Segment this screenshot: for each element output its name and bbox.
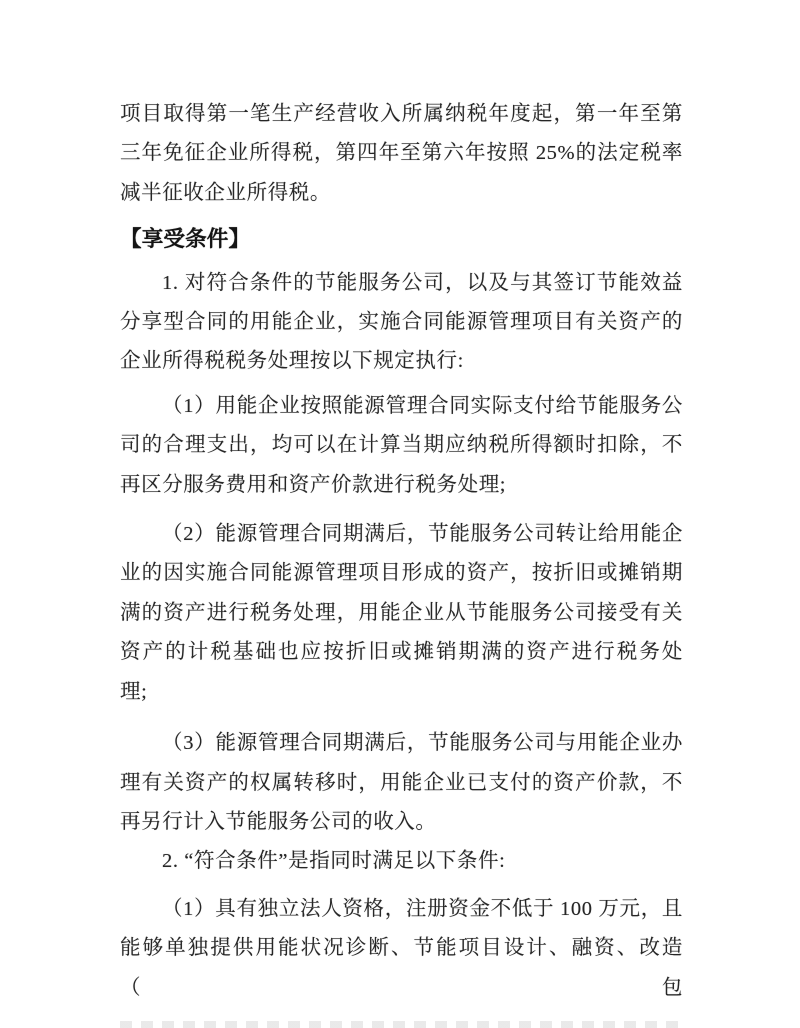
paragraph-item-1	[120, 264, 683, 382]
text-line: 资产的计税基础也应按折旧或摊销期满的资产进行税务处	[120, 641, 683, 664]
text-line: 再另行计入节能服务公司的收入。	[120, 810, 437, 833]
text-line: （1）用能企业按照能源管理合同实际支付给节能服务公	[162, 394, 683, 417]
text-line: 理;	[120, 680, 148, 703]
text-line: 1. 对符合条件的节能服务公司，以及与其签订节能效益	[162, 271, 683, 294]
paragraph-item-1-sub-2	[120, 515, 683, 712]
paragraph-item-2	[120, 842, 683, 881]
clipped-next-line-sliver	[120, 1021, 683, 1028]
paragraph-tax-holiday-continued	[120, 95, 683, 213]
text-line: （1）具有独立法人资格，注册资金不低于 100 万元，且	[162, 897, 683, 920]
text-line: 分享型合同的用能企业，实施合同能源管理项目有关资产的	[120, 311, 683, 334]
paragraph-item-1-sub-1	[120, 387, 683, 505]
paragraph-item-1-sub-3	[120, 724, 683, 842]
section-heading-conditions	[120, 220, 683, 259]
text-column	[120, 95, 683, 1008]
text-line: 理有关资产的权属转移时，用能企业已支付的资产价款，不	[120, 771, 683, 794]
text-line: 业的因实施合同能源管理项目形成的资产，按折旧或摊销期	[120, 562, 683, 585]
text-line: （3）能源管理合同期满后，节能服务公司与用能企业办	[162, 732, 683, 755]
text-line: （2）能源管理合同期满后，节能服务公司转让给用能企	[162, 523, 683, 546]
text-line: 2. “符合条件”是指同时满足以下条件:	[162, 850, 506, 873]
text-line: 减半征收企业所得税。	[120, 181, 331, 204]
text-line: 再区分服务费用和资产价款进行税务处理;	[120, 473, 507, 496]
text-line: 企业所得税税务处理按以下规定执行:	[120, 350, 464, 373]
heading-text: 【享受条件】	[120, 227, 251, 252]
text-line: 满的资产进行税务处理，用能企业从节能服务公司接受有关	[120, 601, 683, 624]
text-line: 项目取得第一笔生产经营收入所属纳税年度起，第一年至第	[120, 103, 683, 125]
text-line: 能够单独提供用能状况诊断、节能项目设计、融资、改造（包	[120, 937, 683, 999]
paragraph-item-2-sub-1	[120, 890, 683, 1008]
text-line: 司的合理支出，均可以在计算当期应纳税所得额时扣除，不	[120, 434, 683, 457]
text-line: 三年免征企业所得税，第四年至第六年按照 25%的法定税率	[120, 142, 683, 165]
